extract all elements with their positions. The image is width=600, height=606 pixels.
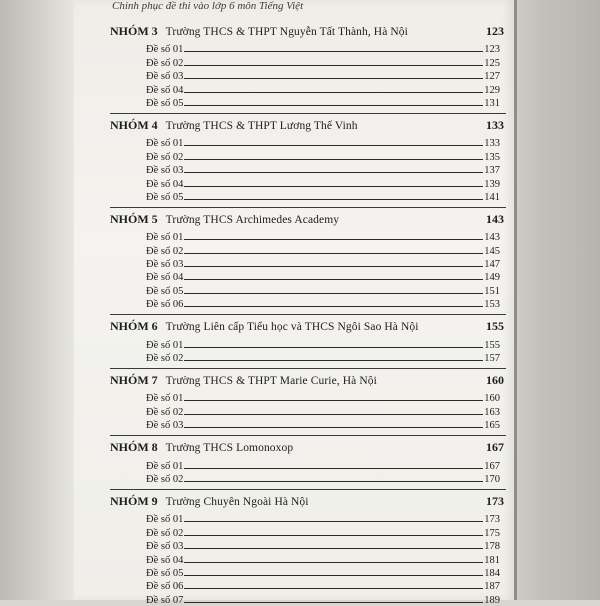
entry-label: Đề số 06 [146,581,184,593]
toc-entry [110,592,506,605]
entry-page-number: 143 [484,232,500,244]
group-page-number: 155 [486,319,504,334]
toc-entry [110,525,506,538]
group-school-title: Trường Liên cấp Tiểu học và THCS Ngôi Sao Hà Nội [165,321,419,334]
book-right-page-edge [514,0,600,600]
toc-entry [110,404,506,417]
toc-entry [110,190,506,203]
toc-entry [110,243,506,256]
leader-line [184,306,483,307]
toc-group [110,440,506,485]
entry-page-number: 184 [484,567,500,579]
entry-page-number: 129 [484,84,500,96]
entry-label: Đề số 04 [146,84,184,96]
group-page-number: 173 [486,493,504,508]
toc-group-heading [110,212,506,230]
toc-entry [110,230,506,243]
toc-entry [110,69,506,82]
entry-label: Đề số 05 [146,285,184,297]
toc-group [110,212,506,310]
leader-line [184,414,483,415]
leader-line [184,105,483,106]
toc-group-heading [110,494,506,512]
entry-page-number: 139 [484,178,500,190]
toc-entry [110,512,506,525]
entry-page-number: 153 [484,299,500,311]
entry-page-number: 173 [484,514,500,526]
entry-label: Đề số 01 [146,138,184,150]
group-school-title: Trường THCS Lomonoxop [165,442,294,455]
entry-label: Đề số 03 [146,71,184,83]
entry-page-number: 175 [484,527,500,539]
leader-line [184,562,483,563]
entry-label: Đề số 03 [146,541,184,553]
toc-entry [110,270,506,283]
leader-line [184,347,483,348]
toc-entry [110,297,506,310]
leader-line [184,575,483,576]
entry-page-number: 131 [484,97,500,109]
running-header: Chinh phục đề thi vào lớp 6 môn Tiếng Việt [112,0,304,12]
toc-entry [110,257,506,270]
group-divider [110,368,506,369]
toc-entry [110,163,506,176]
group-page-number: 167 [486,440,504,455]
entry-label: Đề số 04 [146,178,184,190]
leader-line [184,535,483,536]
toc-entry [110,552,506,565]
entry-label: Đề số 05 [146,567,184,579]
entry-label: Đề số 04 [146,272,184,284]
entry-label: Đề số 02 [146,473,184,485]
leader-line [184,159,483,160]
leader-line [184,266,483,267]
leader-line [184,186,483,187]
toc-entry [110,176,506,189]
group-number: NHÓM 7 [110,373,158,388]
book-left-page-edge [0,0,74,600]
leader-line [184,521,483,522]
toc-entry [110,351,506,364]
toc-entry [110,539,506,552]
entry-label: Đề số 02 [146,527,184,539]
entry-page-number: 127 [484,71,500,83]
entry-label: Đề số 06 [146,299,184,311]
leader-line [184,293,483,294]
entry-label: Đề số 01 [146,232,184,244]
entry-label: Đề số 01 [146,514,184,526]
entry-label: Đề số 02 [146,406,184,418]
entry-label: Đề số 03 [146,165,184,177]
entry-page-number: 155 [484,339,500,351]
toc-entry [110,42,506,55]
toc-entry [110,55,506,68]
toc-entry [110,136,506,149]
entry-page-number: 170 [484,473,500,485]
entry-label: Đề số 03 [146,420,184,432]
leader-line [184,239,483,240]
leader-line [184,548,483,549]
entry-label: Đề số 01 [146,339,184,351]
entry-label: Đề số 01 [146,460,184,472]
leader-line [184,588,483,589]
group-school-title: Trường THCS & THPT Nguyễn Tất Thành, Hà Nội [165,26,408,38]
group-number: NHÓM 4 [110,117,158,132]
leader-line [184,172,483,173]
toc-group [110,24,506,109]
entry-page-number: 178 [484,541,500,553]
entry-page-number: 165 [484,420,500,432]
toc-entry [110,82,506,95]
toc-group [110,118,506,203]
group-divider [110,489,506,490]
toc-group [110,319,506,364]
group-divider [110,314,506,315]
entry-page-number: 149 [484,272,500,284]
toc-entry [110,418,506,431]
entry-page-number: 189 [484,594,500,606]
toc-entry [110,337,506,350]
leader-line [184,360,483,361]
entry-label: Đề số 05 [146,97,184,109]
entry-page-number: 137 [484,165,500,177]
entry-page-number: 147 [484,259,500,271]
entry-label: Đề số 02 [146,151,184,163]
group-school-title: Trường THCS & THPT Marie Curie, Hà Nội [165,375,377,388]
group-number: NHÓM 9 [110,493,158,508]
entry-label: Đề số 03 [146,259,184,271]
entry-page-number: 187 [484,581,500,593]
leader-line [184,253,483,254]
leader-line [184,145,483,146]
group-divider [110,113,506,114]
entry-page-number: 141 [484,191,500,203]
entry-page-number: 181 [484,554,500,566]
page-gutter [514,0,517,600]
toc-group-heading [110,440,506,458]
leader-line [184,400,483,401]
group-page-number: 133 [486,117,504,132]
entry-label: Đề số 02 [146,57,184,69]
entry-label: Đề số 02 [146,353,184,365]
leader-line [184,468,483,469]
group-number: NHÓM 8 [110,440,158,455]
toc-entry [110,458,506,471]
leader-line [184,602,483,603]
leader-line [184,92,483,93]
toc-entry [110,579,506,592]
group-number: NHÓM 3 [110,24,158,38]
leader-line [184,427,483,428]
toc-entry [110,149,506,162]
entry-page-number: 145 [484,245,500,257]
entry-page-number: 125 [484,57,500,69]
toc-entry [110,96,506,109]
toc-group [110,373,506,431]
entry-page-number: 133 [484,138,500,150]
entry-page-number: 157 [484,353,500,365]
entry-page-number: 163 [484,406,500,418]
toc-entry [110,472,506,485]
entry-page-number: 160 [484,393,500,405]
leader-line [184,481,483,482]
group-page-number: 143 [486,211,504,226]
leader-line [184,51,483,52]
toc-group-heading [110,373,506,391]
group-school-title: Trường Chuyên Ngoài Hà Nội [165,495,309,508]
entry-label: Đề số 01 [146,44,184,56]
entry-label: Đề số 07 [146,594,184,606]
entry-label: Đề số 05 [146,191,184,203]
leader-line [184,78,483,79]
toc-entry [110,566,506,579]
entry-page-number: 167 [484,460,500,472]
leader-line [184,65,483,66]
table-of-contents [110,24,506,606]
toc-group-heading [110,118,506,136]
entry-label: Đề số 02 [146,245,184,257]
toc-entry [110,391,506,404]
entry-page-number: 123 [484,44,500,56]
entry-label: Đề số 04 [146,554,184,566]
entry-label: Đề số 01 [146,393,184,405]
entry-page-number: 151 [484,285,500,297]
toc-group-heading [110,319,506,337]
group-divider [110,435,506,436]
group-number: NHÓM 6 [110,319,158,334]
entry-page-number: 135 [484,151,500,163]
leader-line [184,279,483,280]
toc-group [110,494,506,606]
toc-entry [110,283,506,296]
group-page-number: 160 [486,373,504,388]
leader-line [184,199,483,200]
group-school-title: Trường THCS & THPT Lương Thế Vinh [165,119,358,132]
group-divider [110,207,506,208]
toc-group-heading [110,24,506,42]
group-number: NHÓM 5 [110,211,158,226]
group-page-number: 123 [486,24,504,38]
group-school-title: Trường THCS Archimedes Academy [165,213,340,226]
